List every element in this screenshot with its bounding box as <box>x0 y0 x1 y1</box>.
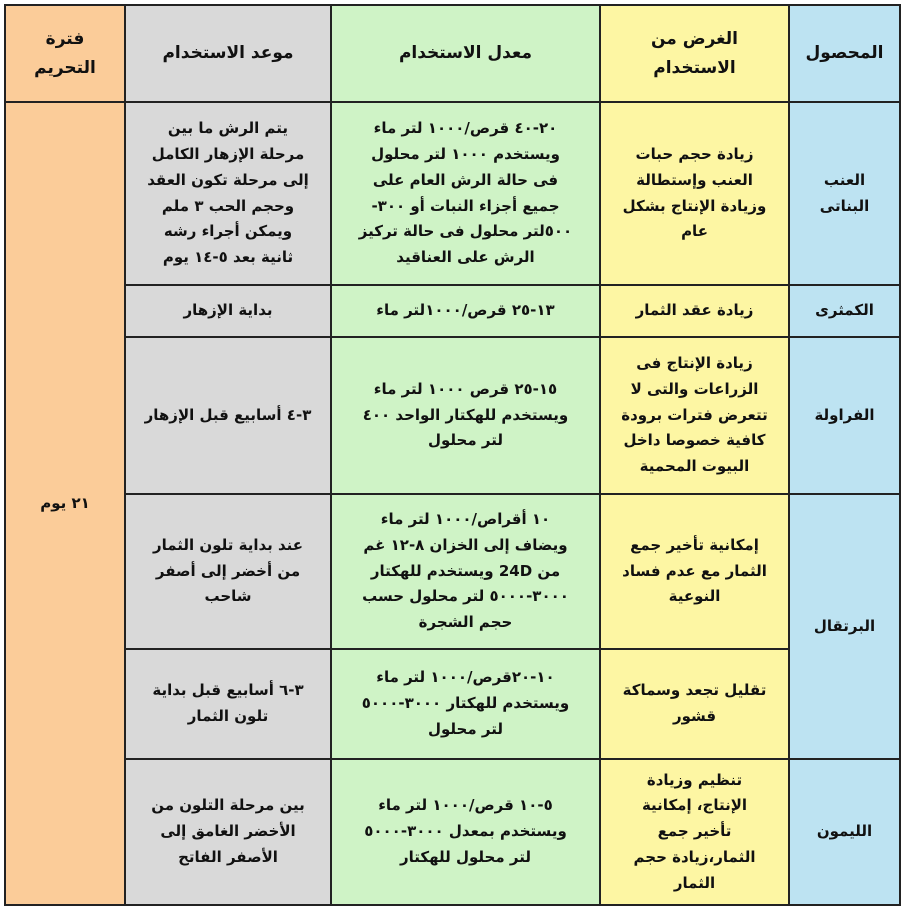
timing-cell: عند بداية تلون الثمار من أخضر إلى أصفر شاحب <box>125 494 331 649</box>
rate-cell: ٢٠-٤٠ قرص/١٠٠٠ لتر ماء ويستخدم ١٠٠٠ لتر محلول فى حالة الرش العام على جميع أجزاء النبات أو ٣٠٠- ٥٠٠لتر محلول فى حالة تركيز الرش على العناقيد <box>331 102 600 285</box>
timing-cell: ٣-٦ أسابيع قبل بداية تلون الثمار <box>125 649 331 759</box>
crop-cell: الليمون <box>789 759 900 905</box>
table-row <box>5 494 900 649</box>
header-timing: موعد الاستخدام <box>125 5 331 102</box>
rate-cell: ١٣-٢٥ قرص/١٠٠٠لتر ماء <box>331 285 600 337</box>
table-row <box>5 649 900 759</box>
header-row <box>5 5 900 102</box>
timing-cell: بين مرحلة التلون من الأخضر الغامق إلى الأصفر الفاتح <box>125 759 331 905</box>
crop-cell: العنب البناتى <box>789 102 900 285</box>
ban-period-cell: ٢١ يوم <box>5 102 125 905</box>
crop-cell: البرتقال <box>789 494 900 759</box>
rate-cell: ١٠-٢٠قرص/١٠٠٠ لتر ماء ويستخدم للهكتار ٣٠٠٠-٥٠٠٠ لتر محلول <box>331 649 600 759</box>
table-row <box>5 285 900 337</box>
purpose-cell: تقليل تجعد وسماكة قشور <box>600 649 789 759</box>
rate-cell: ٥-١٠ قرص/١٠٠٠ لتر ماء ويستخدم بمعدل ٣٠٠٠-٥٠٠٠ لتر محلول للهكتار <box>331 759 600 905</box>
usage-table <box>4 4 901 906</box>
timing-cell: يتم الرش ما بين مرحلة الإزهار الكامل إلى مرحلة تكون العقد وحجم الحب ٣ ملم ويمكن أجراء رشه ثانية بعد ٥-١٤ يوم <box>125 102 331 285</box>
crop-cell: الكمثرى <box>789 285 900 337</box>
crop-cell: الفراولة <box>789 337 900 494</box>
header-rate: معدل الاستخدام <box>331 5 600 102</box>
table-row <box>5 759 900 905</box>
header-crop: المحصول <box>789 5 900 102</box>
header-purpose: الغرض من الاستخدام <box>600 5 789 102</box>
table-row <box>5 102 900 285</box>
rate-cell: ١٥-٢٥ قرص ١٠٠٠ لتر ماء ويستخدم للهكتار الواحد ٤٠٠ لتر محلول <box>331 337 600 494</box>
timing-cell: بداية الإزهار <box>125 285 331 337</box>
rate-cell: ١٠ أقراص/١٠٠٠ لتر ماء ويضاف إلى الخزان ٨-١٢ غم من 24D ويستخدم للهكتار ٣٠٠٠-٥٠٠٠ لتر محلول حسب حجم الشجرة <box>331 494 600 649</box>
header-ban-period: فترة التحريم <box>5 5 125 102</box>
purpose-cell: زيادة عقد الثمار <box>600 285 789 337</box>
purpose-cell: إمكانية تأخير جمع الثمار مع عدم فساد النوعية <box>600 494 789 649</box>
purpose-cell: زيادة الإنتاج فى الزراعات والتى لا تتعرض فترات برودة كافية خصوصا داخل البيوت المحمية <box>600 337 789 494</box>
table-row <box>5 337 900 494</box>
timing-cell: ٣-٤ أسابيع قبل الإزهار <box>125 337 331 494</box>
purpose-cell: زيادة حجم حبات العنب وإستطالة وزيادة الإنتاج بشكل عام <box>600 102 789 285</box>
purpose-cell: تنظيم وزيادة الإنتاج، إمكانية تأخير جمع الثمار،زيادة حجم الثمار <box>600 759 789 905</box>
